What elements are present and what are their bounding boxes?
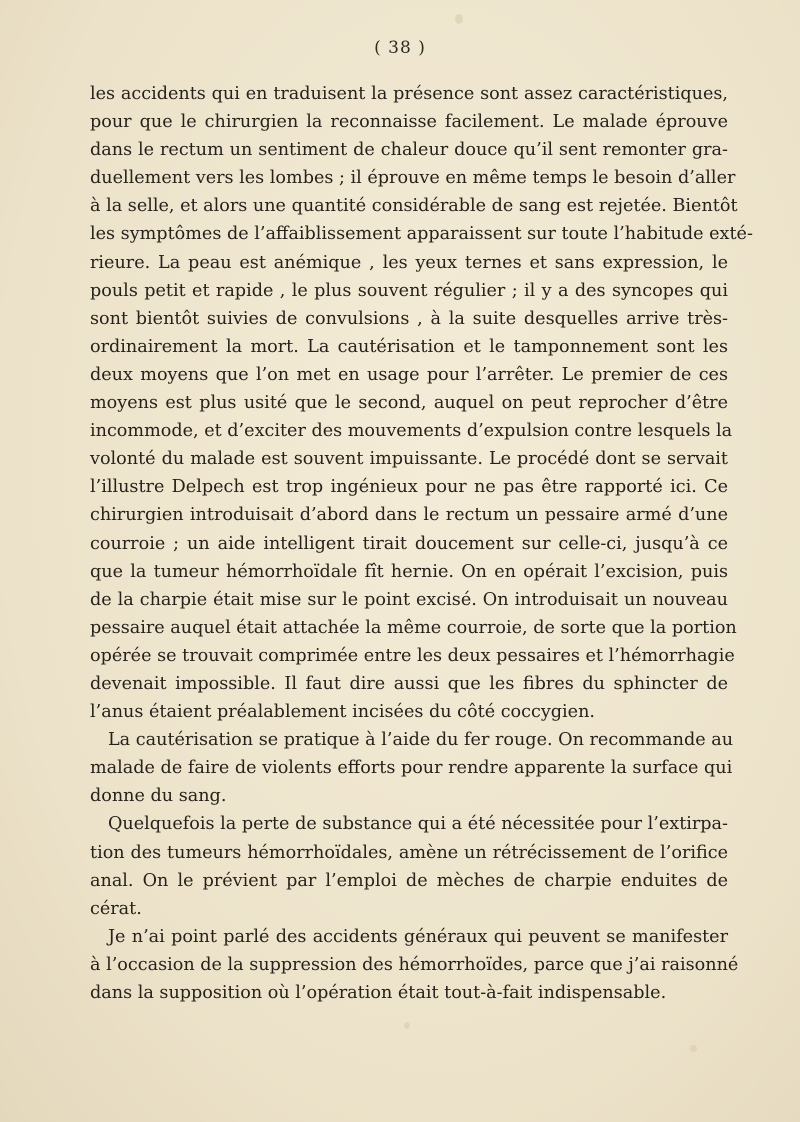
text-line: devenait impossible. Il faut dire aussi que les fibres du sphincter de <box>90 673 728 694</box>
text-line: de la charpie était mise sur le point excisé. On introduisait un nouveau <box>90 589 728 610</box>
text-line: Je n’ai point parlé des accidents généraux qui peuvent se manifester <box>108 926 728 947</box>
text-line: dans la supposition où l’opération était tout-à-fait indispensable. <box>90 983 667 1003</box>
text-line: moyens est plus usité que le second, auquel on peut reprocher d’être <box>90 393 728 414</box>
page-number: ( 38 ) <box>374 38 426 58</box>
text-line: volonté du malade est souvent impuissante. Le procédé dont se servait <box>90 449 728 470</box>
text-line: sont bientôt suivies de convulsions , à la suite desquelles arrive très- <box>90 308 728 329</box>
body-text <box>90 80 753 1007</box>
text-line: incommode, et d’exciter des mouvements d’expulsion contre lesquels la <box>90 421 733 442</box>
text-line: opérée se trouvait comprimée entre les deux pessaires et l’hémorrhagie <box>90 645 735 666</box>
text-line: pouls petit et rapide , le plus souvent régulier ; il y a des syncopes qui <box>90 280 728 301</box>
text-line: tion des tumeurs hémorrhoïdales, amène un rétrécissement de l’orifice <box>90 842 728 863</box>
text-line: malade de faire de violents efforts pour rendre apparente la surface qui <box>90 758 733 779</box>
text-line: Quelquefois la perte de substance qui a été nécessitée pour l’extirpa- <box>108 814 728 835</box>
text-line: deux moyens que l’on met en usage pour l’arrêter. Le premier de ces <box>90 364 728 385</box>
text-line: anal. On le prévient par l’emploi de mèches de charpie enduites de <box>90 870 728 891</box>
text-line: duellement vers les lombes ; il éprouve en même temps le besoin d’aller <box>90 168 736 189</box>
text-line: les accidents qui en traduisent la présence sont assez caractéristiques, <box>90 84 728 104</box>
paper-stain <box>455 14 463 24</box>
text-line: pour que le chirurgien la reconnaisse facilement. Le malade éprouve <box>90 112 728 133</box>
text-line: chirurgien introduisait d’abord dans le rectum un pessaire armé d’une <box>90 505 728 526</box>
text-line: cérat. <box>90 898 142 919</box>
text-line: donne du sang. <box>90 786 227 807</box>
text-line: à la selle, et alors une quantité considérable de sang est rejetée. Bientôt <box>90 196 738 217</box>
paper-stain <box>404 1022 410 1029</box>
text-line: les symptômes de l’affaiblissement apparaissent sur toute l’habitude exté- <box>90 224 753 245</box>
text-line: à l’occasion de la suppression des hémorrhoïdes, parce que j’ai raisonné <box>90 954 739 975</box>
paper-stain <box>690 1045 697 1052</box>
text-line: l’anus étaient préalablement incisées du côté coccygien. <box>90 702 596 723</box>
text-line: pessaire auquel était attachée la même courroie, de sorte que la portion <box>90 617 737 638</box>
text-line: l’illustre Delpech est trop ingénieux pour ne pas être rapporté ici. Ce <box>90 477 728 498</box>
text-line: courroie ; un aide intelligent tirait doucement sur celle-ci, jusqu’à ce <box>90 533 728 554</box>
text-line: rieure. La peau est anémique , les yeux ternes et sans expression, le <box>90 252 728 273</box>
text-line: La cautérisation se pratique à l’aide du fer rouge. On recommande au <box>108 730 734 751</box>
text-line: que la tumeur hémorrhoïdale fît hernie. On en opérait l’excision, puis <box>90 561 728 582</box>
text-line: dans le rectum un sentiment de chaleur douce qu’il sent remonter gra- <box>90 140 728 161</box>
text-line: ordinairement la mort. La cautérisation et le tamponnement sont les <box>90 336 728 357</box>
